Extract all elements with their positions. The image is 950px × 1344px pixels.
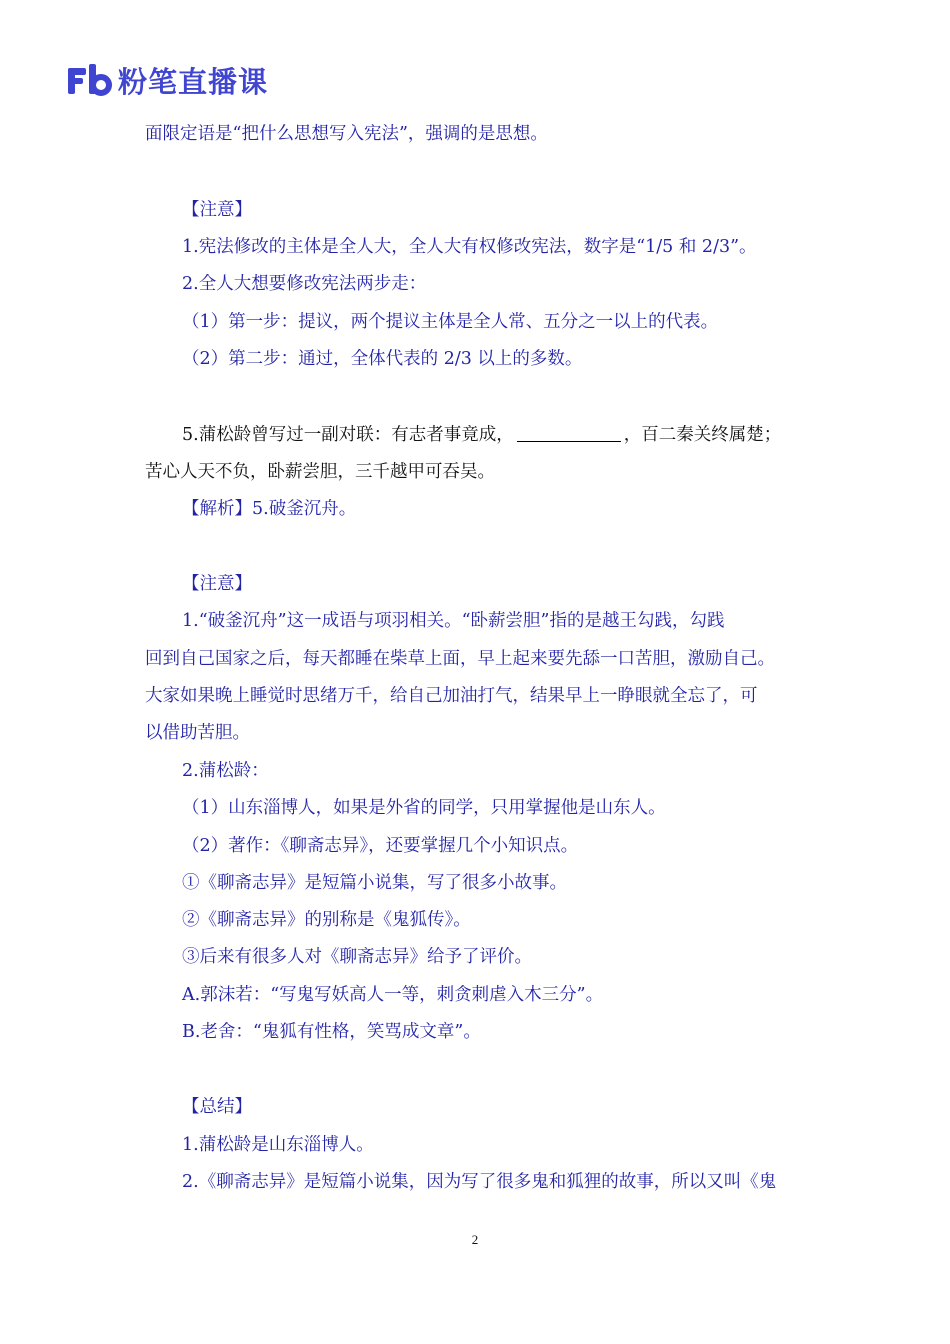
text-line: ②《聊斋志异》的别称是《鬼狐传》。: [182, 910, 471, 930]
text-line: （1）第一步：提议，两个提议主体是全人常、五分之一以上的代表。: [182, 312, 719, 332]
text-line: （2）著作：《聊斋志异》，还要掌握几个小知识点。: [182, 836, 579, 856]
brand-logo: [66, 60, 268, 100]
text-line: 2.蒲松龄：: [182, 761, 269, 781]
text-line: B.老舍：“鬼狐有性格，笑骂成文章”。: [182, 1022, 481, 1042]
answer-line: 【解析】5.破釜沉舟。: [182, 499, 357, 519]
text-line: 以借助苦胆。: [145, 723, 250, 743]
text-line: ③后来有很多人对《聊斋志异》给予了评价。: [182, 947, 532, 967]
text-line: 面限定语是“把什么思想写入宪法”，强调的是思想。: [145, 124, 548, 144]
answer-blank: [517, 423, 621, 442]
text-line: 2.《聊斋志异》是短篇小说集，因为写了很多鬼和狐狸的故事，所以又叫《鬼: [182, 1172, 777, 1192]
text-line: （1）山东淄博人，如果是外省的同学，只用掌握他是山东人。: [182, 798, 666, 818]
text-line: （2）第二步：通过，全体代表的 2/3 以上的多数。: [182, 349, 583, 369]
text-line: 2.全人大想要修改宪法两步走：: [182, 274, 427, 294]
question-text: 5.蒲松龄曾写过一副对联：有志者事竟成，: [182, 425, 514, 445]
note-heading: 【注意】: [182, 200, 252, 220]
page-number: 2: [471, 1232, 479, 1247]
note-heading: 【注意】: [182, 574, 252, 594]
question-text: ，百二秦关终属楚；: [623, 425, 782, 445]
text-line: 大家如果晚上睡觉时思绪万千，给自己加油打气，结果早上一睁眼就全忘了，可: [145, 686, 758, 706]
question-5: [182, 423, 781, 447]
fb-logo-icon: [66, 62, 112, 98]
text-line: A.郭沫若：“写鬼写妖高人一等，刺贪刺虐入木三分”。: [182, 985, 604, 1005]
logo-text: 粉笔直播课: [118, 64, 269, 99]
text-line: 1.“破釜沉舟”这一成语与项羽相关。“卧薪尝胆”指的是越王勾践，勾践: [182, 611, 725, 631]
text-line: 回到自己国家之后，每天都睡在柴草上面，早上起来要先舔一口苦胆，激励自己。: [145, 649, 775, 669]
text-line: 1.蒲松龄是山东淄博人。: [182, 1135, 374, 1155]
question-text: 苦心人天不负，卧薪尝胆，三千越甲可吞吴。: [145, 462, 495, 482]
text-line: ①《聊斋志异》是短篇小说集，写了很多小故事。: [182, 873, 567, 893]
text-line: 1.宪法修改的主体是全人大，全人大有权修改宪法，数字是“1/5 和 2/3”。: [182, 237, 757, 257]
summary-heading: 【总结】: [182, 1097, 252, 1117]
